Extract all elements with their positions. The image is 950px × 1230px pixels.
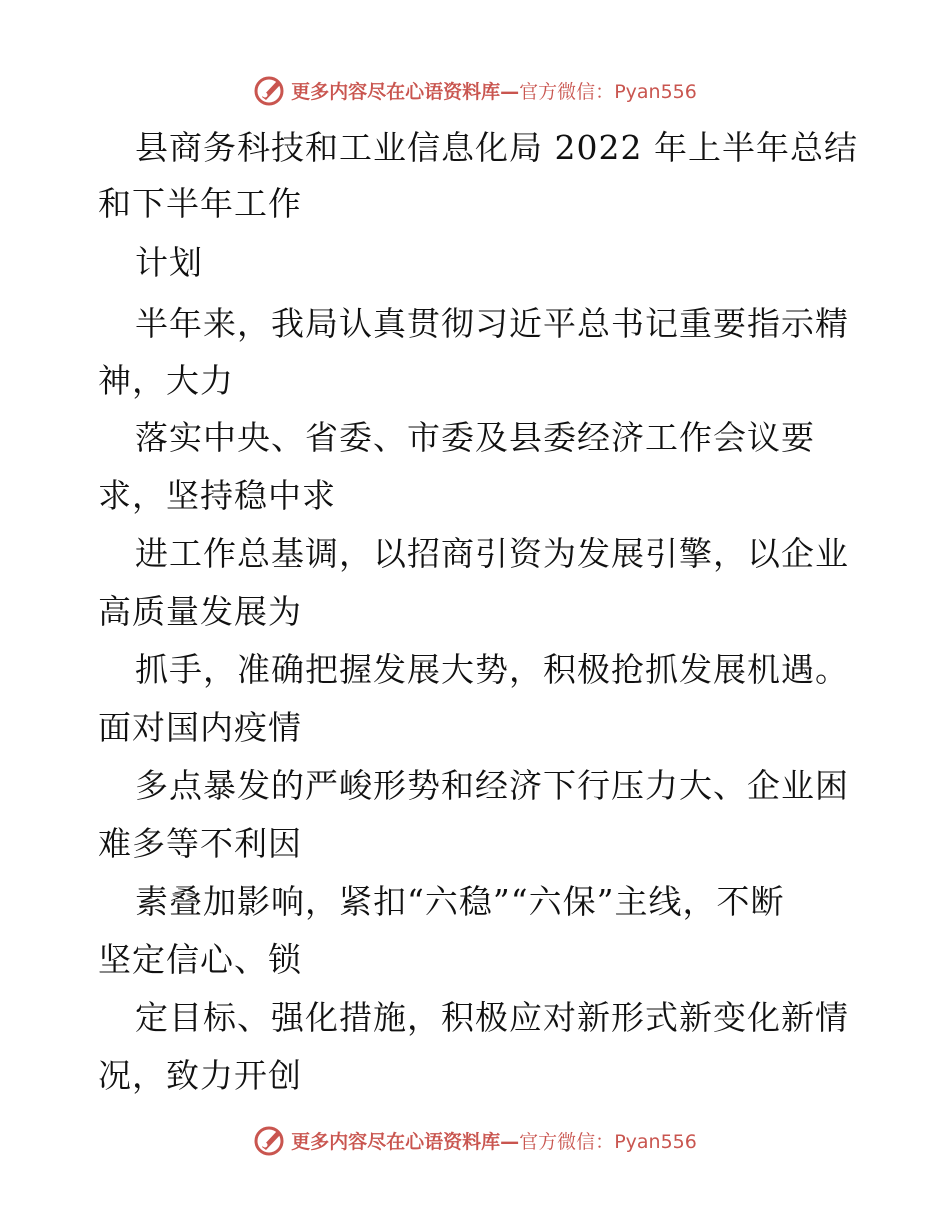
paragraph-line: 落实中央、省委、市委及县委经济工作会议要 xyxy=(135,418,815,457)
paragraph-line: 进工作总基调，以招商引资为发展引擎，以企业 xyxy=(135,534,849,573)
paragraph-line: 神，大力 xyxy=(98,361,234,400)
banner-wechat-label: 官方微信： xyxy=(519,1130,615,1153)
paragraph-line: 求，坚持稳中求 xyxy=(98,476,336,515)
pen-logo-icon xyxy=(253,1123,287,1157)
paragraph-line: 半年来，我局认真贯彻习近平总书记重要指示精 xyxy=(135,304,849,343)
header-banner xyxy=(0,70,950,110)
banner-promo-text: 更多内容尽在心语资料库— xyxy=(291,1130,520,1153)
banner-wechat-label: 官方微信： xyxy=(519,80,615,103)
doc-title-line-1: 县商务科技和工业信息化局 2022 年上半年总结 xyxy=(135,128,858,167)
paragraph-line: 高质量发展为 xyxy=(98,592,302,631)
paragraph-line: 况，致力开创 xyxy=(98,1056,302,1095)
banner-promo-text: 更多内容尽在心语资料库— xyxy=(291,80,520,103)
paragraph-line: 面对国内疫情 xyxy=(98,708,302,747)
paragraph-line: 素叠加影响，紧扣“六稳”“六保”主线，不断 xyxy=(135,882,785,921)
banner-wechat-id: Pyan556 xyxy=(614,1130,697,1153)
doc-title-line-3: 计划 xyxy=(135,243,203,282)
paragraph-line: 多点暴发的严峻形势和经济下行压力大、企业困 xyxy=(135,766,849,805)
paragraph-line: 抓手，准确把握发展大势，积极抢抓发展机遇。 xyxy=(135,650,849,689)
pen-logo-icon xyxy=(253,73,287,107)
banner-text xyxy=(291,1127,697,1154)
banner-text xyxy=(291,77,697,104)
paragraph-line: 坚定信心、锁 xyxy=(98,940,302,979)
paragraph-line: 难多等不利因 xyxy=(98,824,302,863)
banner-wechat-id: Pyan556 xyxy=(614,80,697,103)
paragraph-line: 定目标、强化措施，积极应对新形式新变化新情 xyxy=(135,998,849,1037)
doc-title-line-2: 和下半年工作 xyxy=(98,184,302,223)
footer-banner xyxy=(0,1120,950,1160)
